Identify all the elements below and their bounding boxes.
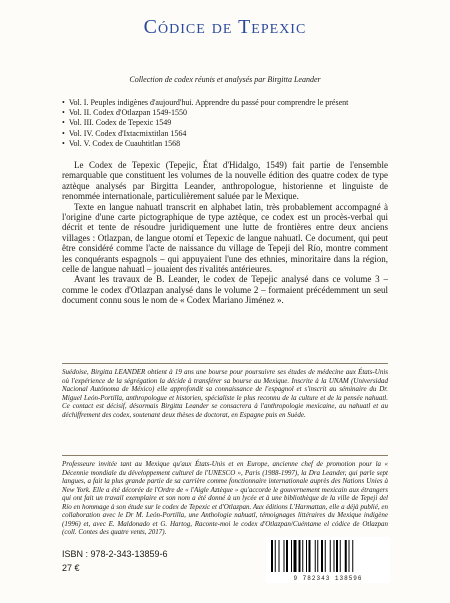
description — [62, 160, 388, 306]
author-career: Professeure invitée tant au Mexique qu'aux États-Unis et en Europe, ancienne chef de promotion pour la « Décennie mondiale du développement culturel de l'UNESCO », Paris (1988-1997), la Dra Leander, qui parle sept langues, a fait la plus grande partie de sa carrière comme fonctionnaire internationale auprès des Nations Unies à New York. Elle a été décorée de l'Ordre de « l'Aigle Aztèque » qu'accorde le gouvernement mexicain aux étrangers qui ont fait un travail exemplaire et son nom a été donné à un lycée et à une bibliothèque de la ville de Tepeji del Río en hommage à son étude sur le codex de Tepexic et d'Otlazpan. Aux éditions L'Harmattan, elle a déjà publié, en collaboration avec le Dr M. León-Portilla, une Anthologie nahuatl, témoignages littéraires du Mexique indigène (1996) et, avec E. Maldonado et G. Hartog, Raconte-moi le codex d'Otlazpan/Cuéntame el códice de Otlazpan (coll. Contes des quatre vents, 2017). — [62, 460, 388, 536]
barcode — [266, 537, 390, 583]
collection-subtitle: Collection de codex réunis et analysés par Birgitta Leander — [129, 75, 321, 84]
description-paragraph: Le Codex de Tepexic (Tepejic, État d'Hidalgo, 1549) fait partie de l'ensemble remarquable que constituent les volumes de la nouvelle édition des quatre codex de type aztèque analysés par Birgitta Leander, anthropologue, historienne et linguiste de renommée internationale, particulièrement saluée par le Mexique. — [62, 160, 388, 202]
author-bio: Suédoise, Birgitta LEANDER obtient à 19 ans une bourse pour poursuivre ses études de médecine aux États-Unis où l'expérience de la ségrégation la décide à transférer sa bourse au Mexique. Inscrite à la UNAM (Universidad Nacional Autónoma de México) elle approfondit sa connaissance de l'espagnol et s'inscrit au séminaire du Dr. Miguel León-Portilla, anthropologue et historien, spécialiste le plus reconnu de la culture et de la pensée nahuatl. Ce contact est décisif, désormais Birgitta Leander se consacrera à l'anthropologie mexicaine, au nahuatl et au déchiffrement des codex, soutenant deux thèses de doctorat, en Espagne puis en Suède. — [62, 368, 388, 419]
barcode-bar — [299, 540, 301, 572]
volume-item: • Vol. III. Codex de Tepexic 1549 — [62, 118, 348, 128]
book-title: Códice de Tepexic — [143, 16, 307, 38]
barcode-bar — [315, 540, 316, 572]
volume-item: • Vol. I. Peuples indigènes d'aujourd'hui. Apprendre du passé pour comprendre le présent — [62, 98, 348, 108]
barcode-bar — [321, 540, 323, 572]
barcode-bar — [336, 540, 338, 572]
barcode-digits: 9 782343 138596 — [293, 575, 363, 582]
volume-list — [62, 98, 348, 149]
volume-item: • Vol. V. Codex de Cuauhtitlan 1568 — [62, 139, 348, 149]
barcode-bar — [325, 540, 326, 572]
barcode-bar — [345, 540, 347, 572]
barcode-bar — [306, 540, 307, 572]
price: 27 € — [62, 563, 80, 573]
barcode-icon — [267, 538, 389, 574]
divider — [62, 363, 388, 364]
barcode-bar — [291, 540, 292, 572]
barcode-bar — [271, 540, 273, 572]
barcode-bar — [334, 540, 335, 572]
volume-item: • Vol. II. Codex d'Otlazpan 1549-1550 — [62, 108, 348, 118]
description-paragraph: Texte en langue nahuatl transcrit en alphabet latin, très probablement accompagné à l'origine d'une carte pictographique de type aztèque, ce codex est un procès-verbal qui décrit et tente de résoudre juridiquement une lutte de frontières entre deux anciens villages : Otlazpan, de langue otomí et Tepexic de langue nahuatl. Ce document, qui peut être considéré comme l'acte de naissance du village de Tepeji del Río, montre comment les conquérants espagnols – qui appuyaient l'une des ethnies, minoritaire dans la région, celle de langue nahuatl – jouaient des rivalités antérieures. — [62, 201, 388, 275]
barcode-bar — [309, 540, 311, 572]
barcode-bar — [275, 540, 276, 572]
divider — [62, 455, 388, 456]
isbn-block — [62, 547, 168, 575]
description-paragraph: Avant les travaux de B. Leander, le codex de Tepejic analysé dans ce volume 3 – comme le codex d'Otlazpan analysé dans le volume 2 – formaient précédemment un seul document connu sous le nom de « Codex Mariano Jiménez ». — [62, 274, 388, 306]
barcode-bar — [330, 540, 331, 572]
barcode-bar — [317, 540, 318, 572]
barcode-bar — [340, 540, 341, 572]
barcode-bar — [284, 540, 285, 572]
barcode-bar — [302, 540, 303, 572]
barcode-bar — [352, 540, 353, 572]
isbn: ISBN : 978-2-343-13859-6 — [62, 549, 168, 559]
volume-item: • Vol. IV. Codex d'Ixtacmixtitlan 1564 — [62, 129, 348, 139]
barcode-bar — [349, 540, 350, 572]
barcode-bar — [286, 540, 288, 572]
barcode-bar — [279, 540, 280, 572]
barcode-bar — [294, 540, 297, 572]
